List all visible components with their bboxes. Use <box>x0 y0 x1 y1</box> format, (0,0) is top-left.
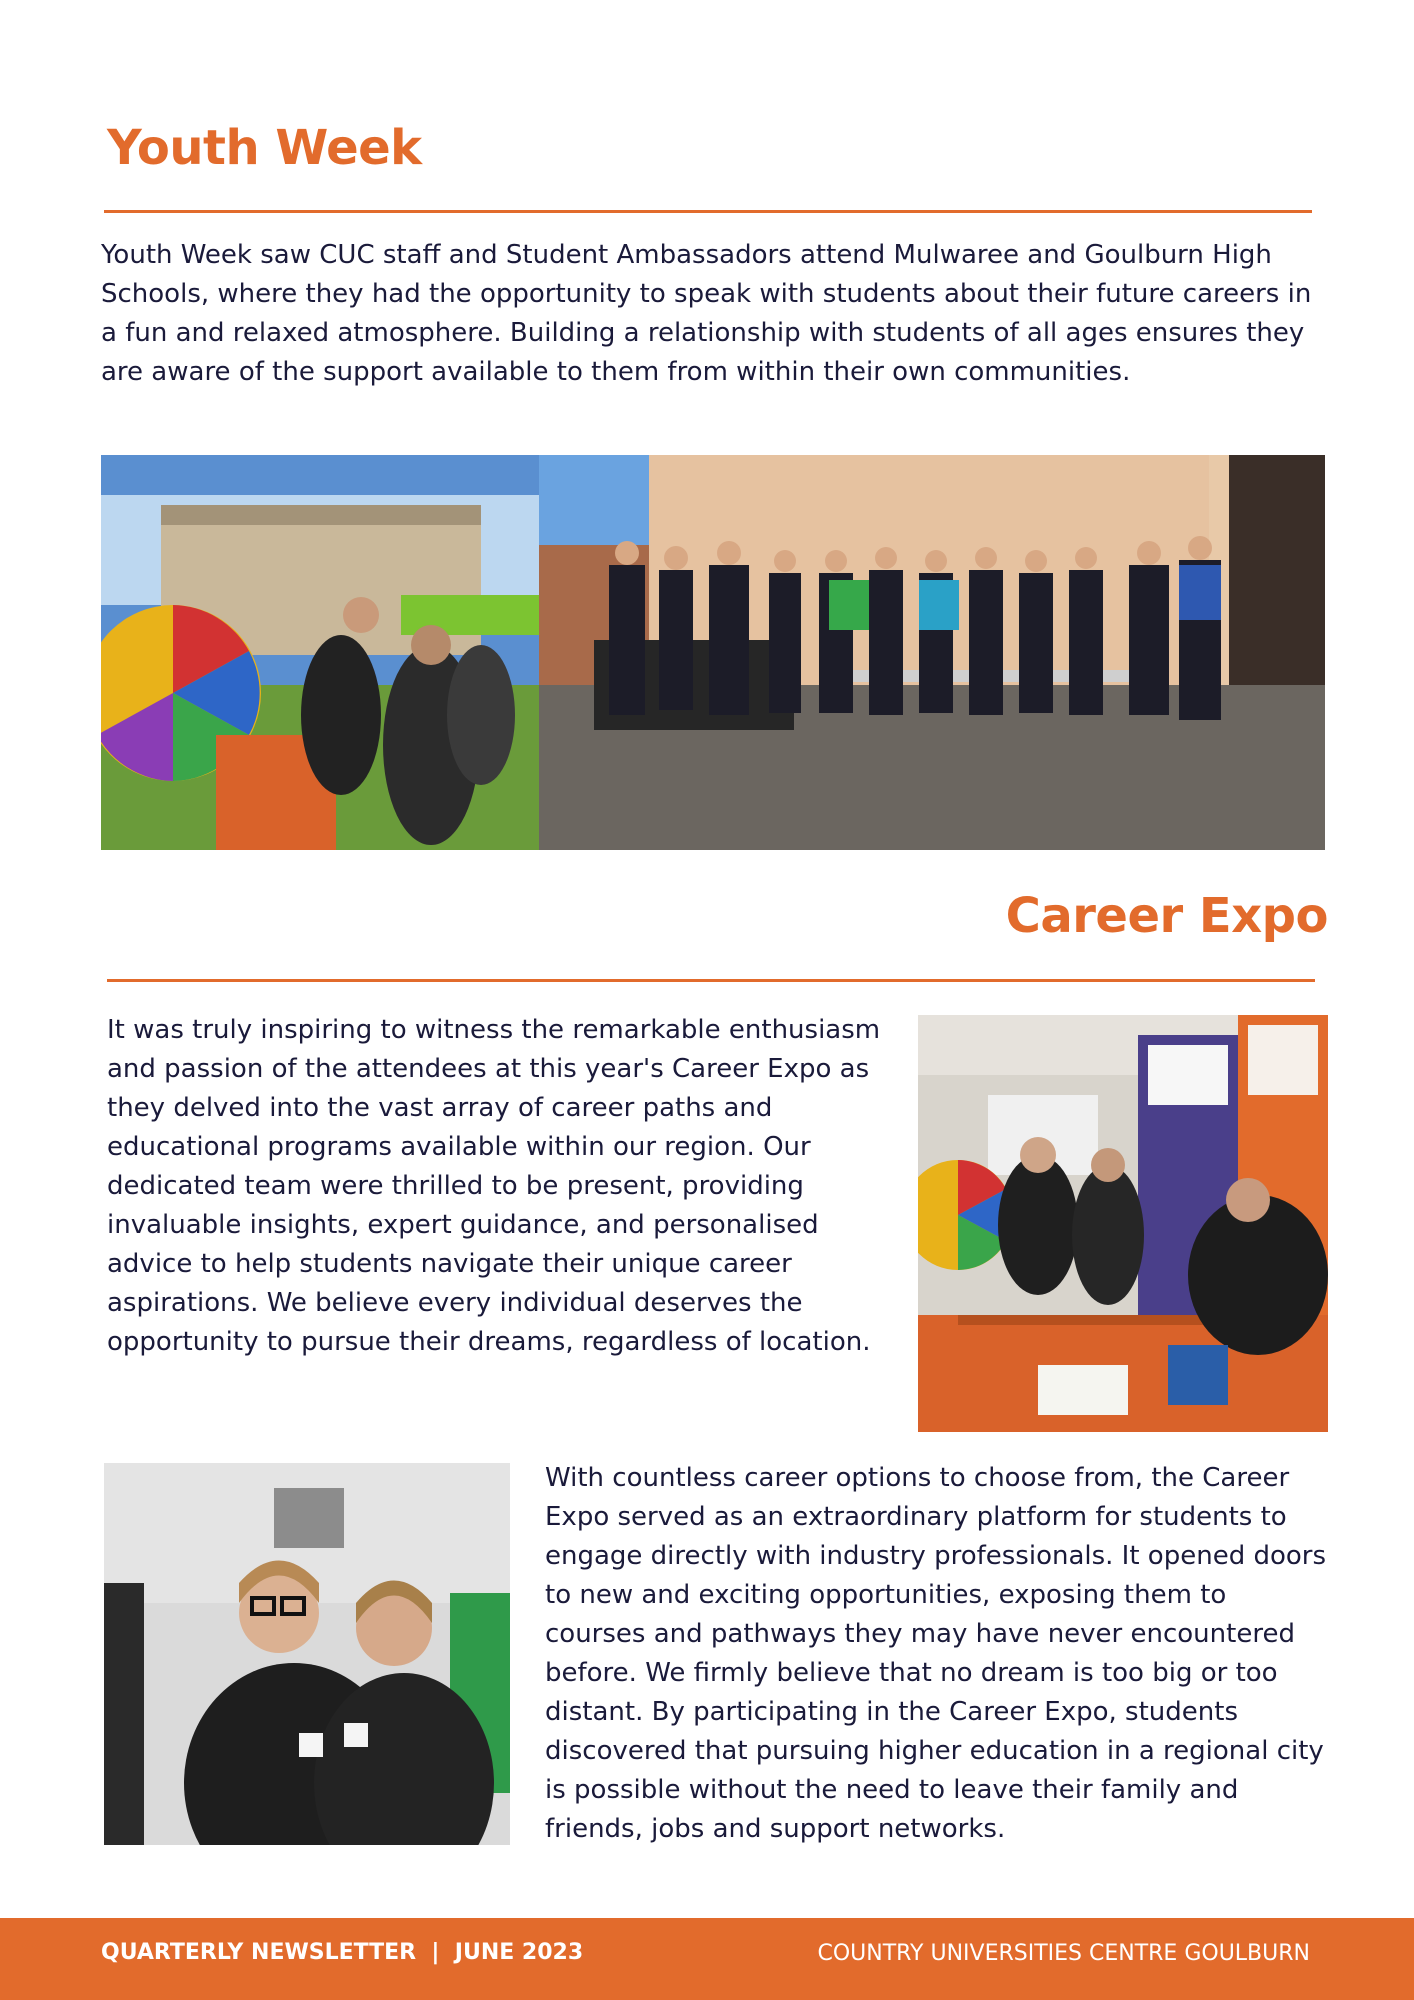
career-expo-body-2: With countless career options to choose from, the Career Expo served as an extraordinary platform for students to engage directly with industry professionals. It opened doors to new and exciting opportunities, exposing them to courses and pathways they may have never encountered before. We firmly believe that no dream is too big or too distant. By participating in the Career Expo, students discovered that pursuing higher education in a regional city is possible without the need to leave their family and friends, jobs and support networks. <box>545 1463 1327 1844</box>
youth-week-divider <box>104 210 1312 213</box>
career-expo-photo-staff <box>104 1463 510 1845</box>
career-expo-divider <box>107 979 1315 982</box>
career-expo-body-1: It was truly inspiring to witness the remarkable enthusiasm and passion of the attendees at this year's Career Expo as they delved into the vast array of career paths and educational programs available within our region. Our dedicated team were thrilled to be present, providing invaluable insights, expert guidance, and personalised advice to help students navigate their unique career aspirations. We believe every individual deserves the opportunity to pursue their dreams, regardless of location. <box>107 1015 881 1357</box>
youth-week-body: Youth Week saw CUC staff and Student Ambassadors attend Mulwaree and Goulburn High Schools, where they had the opportunity to speak with students about their future careers in a fun and relaxed atmosphere. Building a relationship with students of all ages ensures they are aware of the support available to them from within their own communities. <box>101 240 1312 387</box>
youth-week-title: Youth Week <box>107 120 422 176</box>
youth-week-photo-group <box>539 455 1325 850</box>
youth-week-photo-prize-wheel <box>101 455 539 850</box>
career-expo-photo-booth <box>918 1015 1328 1432</box>
career-expo-title: Career Expo <box>1005 888 1328 944</box>
footer-bar <box>0 1918 1414 2000</box>
footer-organisation-name: COUNTRY UNIVERSITIES CENTRE GOULBURN <box>817 1941 1310 1966</box>
footer-newsletter-label: QUARTERLY NEWSLETTER | JUNE 2023 <box>101 1940 584 1965</box>
